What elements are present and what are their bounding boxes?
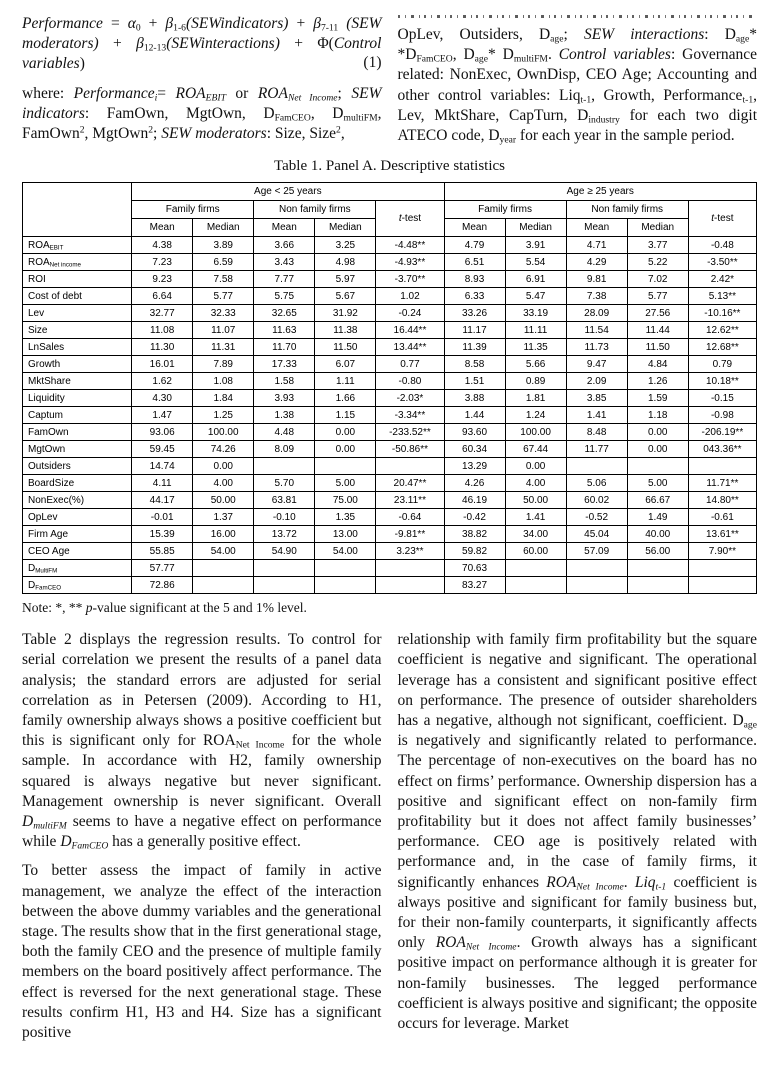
table-cell: 6.07 xyxy=(315,356,376,373)
table-cell: 17.33 xyxy=(254,356,315,373)
table-cell: 5.54 xyxy=(505,254,566,271)
table-cell: 11.70 xyxy=(254,339,315,356)
table-cell: 5.06 xyxy=(566,475,627,492)
table-cell: 1.66 xyxy=(315,390,376,407)
table-cell: 1.84 xyxy=(193,390,254,407)
table-cell: 4.26 xyxy=(444,475,505,492)
non-family-firms-header: Non family firms xyxy=(566,201,688,219)
table-cell: 54.90 xyxy=(254,543,315,560)
table-cell: -50.86** xyxy=(376,441,444,458)
table-cell: 55.85 xyxy=(132,543,193,560)
row-label: $D_{FamCEO}$ xyxy=(23,577,132,594)
table-cell: 4.98 xyxy=(315,254,376,271)
row-label: OpLev xyxy=(23,509,132,526)
equation-text: Performance = $\alpha_0$ + $\beta_{1-6}(SEWindicators) + \beta_{7-11}$ (SEW moderators) + $\beta_{12-13}(SEWinteractions)$ + Φ(Control variables) xyxy=(22,15,382,73)
table-cell: 11.50 xyxy=(627,339,688,356)
table-row xyxy=(23,237,757,254)
table-cell: 11.44 xyxy=(627,322,688,339)
table-cell: -0.24 xyxy=(376,305,444,322)
table-cell: 1.41 xyxy=(566,407,627,424)
table-cell: 13.61** xyxy=(688,526,756,543)
row-label: Outsiders xyxy=(23,458,132,475)
table-cell xyxy=(254,458,315,475)
table-cell xyxy=(376,577,444,594)
row-label: Liquidity xyxy=(23,390,132,407)
t-test-header: t-test xyxy=(688,201,756,237)
table-cell: 13.29 xyxy=(444,458,505,475)
table-cell: 38.82 xyxy=(444,526,505,543)
table-cell: 40.00 xyxy=(627,526,688,543)
table-cell: 3.66 xyxy=(254,237,315,254)
table-cell: -0.01 xyxy=(132,509,193,526)
table-cell xyxy=(566,458,627,475)
regression-results-paragraph: Table 2 displays the regression results. To control for serial correlation we present the results of a panel data analysis; the standard errors are adjusted for serial correlation as in Petersen (2009). According to H1, family ownership always shows a positive coefficient but this is significant only for $ROA_{Net Income}$ for the whole sample. In accordance with H2, family ownership squared is always negative but never significant. Management ownership is never significant. Overall $D_{multiFM}$ seems to have a negative effect on performance while $D_{FamCEO}$ has a generally positive effect. xyxy=(22,631,382,852)
table-cell xyxy=(193,560,254,577)
table-cell: 31.92 xyxy=(315,305,376,322)
table-cell: 3.77 xyxy=(627,237,688,254)
table-cell: 4.11 xyxy=(132,475,193,492)
table-cell: 23.11** xyxy=(376,492,444,509)
table-row xyxy=(23,424,757,441)
intro-right-column xyxy=(398,14,758,155)
mean-header: Mean xyxy=(254,219,315,237)
table-cell: 4.71 xyxy=(566,237,627,254)
table-cell xyxy=(315,560,376,577)
table-cell: 9.23 xyxy=(132,271,193,288)
table-cell: 13.00 xyxy=(315,526,376,543)
table-cell: 1.15 xyxy=(315,407,376,424)
row-label: Lev xyxy=(23,305,132,322)
table-cell: -3.70** xyxy=(376,271,444,288)
table-cell xyxy=(315,577,376,594)
table-cell: 5.47 xyxy=(505,288,566,305)
table-row xyxy=(23,356,757,373)
table-cell: 6.51 xyxy=(444,254,505,271)
table-cell: 100.00 xyxy=(505,424,566,441)
table-cell: 0.00 xyxy=(315,441,376,458)
table-cell: 57.77 xyxy=(132,560,193,577)
intro-right-paragraph: OpLev, Outsiders, $D_{age}$; SEW interactions: $D_{age}*$ $*D_{FamCEO}$, $D_{age}*$ $D_{multiFM}$. Control variables: Governance related: NonExec, OwnDisp, CEO Age; Accounting and other control variables: Liq$_{t-1}$, Growth, Performance$_{t-1}$, Lev, MktShare, CapTurn, $D_{industry}$ for each two digit ATECO code, $D_{year}$ for each year in the sample period. xyxy=(397,26,757,146)
row-label: BoardSize xyxy=(23,475,132,492)
table-cell: 1.35 xyxy=(315,509,376,526)
table-cell: 54.00 xyxy=(315,543,376,560)
table-row xyxy=(23,373,757,390)
table-cell: 0.00 xyxy=(627,424,688,441)
table-cell xyxy=(193,577,254,594)
table-cell: 5.97 xyxy=(315,271,376,288)
table-cell xyxy=(315,458,376,475)
table-cell: 32.33 xyxy=(193,305,254,322)
family-firms-header: Family firms xyxy=(444,201,566,219)
table-cell: 1.47 xyxy=(132,407,193,424)
clipped-text-fragment xyxy=(398,15,758,18)
table-cell: -0.48 xyxy=(688,237,756,254)
table-cell: 11.31 xyxy=(193,339,254,356)
table-cell: 4.48 xyxy=(254,424,315,441)
table-cell xyxy=(688,458,756,475)
descriptive-statistics-table xyxy=(22,182,757,594)
row-label: NonExec(%) xyxy=(23,492,132,509)
table-cell: 3.23** xyxy=(376,543,444,560)
table-cell: 0.79 xyxy=(688,356,756,373)
table-cell: 4.38 xyxy=(132,237,193,254)
table-cell: 5.70 xyxy=(254,475,315,492)
non-family-firms-header: Non family firms xyxy=(254,201,376,219)
table-cell: 93.60 xyxy=(444,424,505,441)
t-test-header: t-test xyxy=(376,201,444,237)
table-cell: 9.81 xyxy=(566,271,627,288)
table-cell xyxy=(627,577,688,594)
table-cell: 3.88 xyxy=(444,390,505,407)
row-label: $ROA_{EBIT}$ xyxy=(23,237,132,254)
table-row xyxy=(23,390,757,407)
row-label: Firm Age xyxy=(23,526,132,543)
table-cell: -0.61 xyxy=(688,509,756,526)
table-cell: 12.68** xyxy=(688,339,756,356)
table-row xyxy=(23,577,757,594)
table-cell: -0.64 xyxy=(376,509,444,526)
table-cell: 0.89 xyxy=(505,373,566,390)
table-cell xyxy=(566,577,627,594)
table-cell xyxy=(627,560,688,577)
table-row xyxy=(23,492,757,509)
table-cell: 74.26 xyxy=(193,441,254,458)
mean-header: Mean xyxy=(444,219,505,237)
table-cell: 1.25 xyxy=(193,407,254,424)
table-cell: 83.27 xyxy=(444,577,505,594)
table-cell: -4.48** xyxy=(376,237,444,254)
table-row xyxy=(23,560,757,577)
table-cell: 11.11 xyxy=(505,322,566,339)
table-cell: 34.00 xyxy=(505,526,566,543)
table-cell: 1.08 xyxy=(193,373,254,390)
table-cell: 3.43 xyxy=(254,254,315,271)
table-cell: 4.84 xyxy=(627,356,688,373)
table-cell: 8.93 xyxy=(444,271,505,288)
table-cell: 7.02 xyxy=(627,271,688,288)
table-cell: 14.80** xyxy=(688,492,756,509)
table-cell: -3.50** xyxy=(688,254,756,271)
table-cell: 6.33 xyxy=(444,288,505,305)
table-cell: 0.00 xyxy=(193,458,254,475)
row-label: LnSales xyxy=(23,339,132,356)
table-cell: 6.59 xyxy=(193,254,254,271)
table-cell: 0.00 xyxy=(315,424,376,441)
table-cell: 28.09 xyxy=(566,305,627,322)
table-cell: 50.00 xyxy=(505,492,566,509)
table-cell: 11.71** xyxy=(688,475,756,492)
table-cell: 7.23 xyxy=(132,254,193,271)
table-cell: 5.00 xyxy=(627,475,688,492)
table-cell: 11.30 xyxy=(132,339,193,356)
table-cell: 1.24 xyxy=(505,407,566,424)
table-cell: 59.45 xyxy=(132,441,193,458)
results-continuation-paragraph: relationship with family firm profitability but the square coefficient is negative and significant. The operational leverage has a consistent and significant positive effect on performance. The presence of outsider shareholders has a negative, although not significant, coefficient. $D_{age}$ is negatively and significantly related to performance. The percentage of non-executives on the board has no effect on firms’ performance. Ownership dispersion has a positive and significant effect on non-family firm profitability but it does not affect family businesses’ performance. CEO age is positively related with performance and, in the case of family firms, it significantly enhances $ROA_{Net Income}$. Liq$_{t-1}$ coefficient is always positive and significant for family business but, for their non-family counterparts, it significantly affects only $ROA_{Net Income}$. Growth always has a significant positive impact on performance although it is greater for non-family businesses. The legged performance coefficient is always positive and significant; the opposite occurs for leverage. Market xyxy=(397,631,757,1033)
table-row xyxy=(23,458,757,475)
row-label: MgtOwn xyxy=(23,441,132,458)
table-cell: 63.81 xyxy=(254,492,315,509)
table-cell: 1.02 xyxy=(376,288,444,305)
table-cell: 5.77 xyxy=(193,288,254,305)
family-impact-paragraph: To better assess the impact of family in active management, we analyze the effect of the interaction between the above dummy variables and the generational stage. The results show that in the first generational stage, both the family CEO and the presence of multiple family members on the board positively affect performance. The effect is reversed for the next generational stage. These results confirm H1, H3 and H4. Size has a significant positive xyxy=(22,862,382,1042)
table-cell: 5.13** xyxy=(688,288,756,305)
median-header: Median xyxy=(193,219,254,237)
table-cell xyxy=(254,560,315,577)
table-cell: 1.81 xyxy=(505,390,566,407)
table-cell: 50.00 xyxy=(193,492,254,509)
table-cell: 3.89 xyxy=(193,237,254,254)
table-cell: 11.54 xyxy=(566,322,627,339)
table-cell: 1.26 xyxy=(627,373,688,390)
table-cell: -9.81** xyxy=(376,526,444,543)
table-cell: 11.50 xyxy=(315,339,376,356)
table-cell: 5.67 xyxy=(315,288,376,305)
table-cell: -10.16** xyxy=(688,305,756,322)
row-label: $D_{MultiFM}$ xyxy=(23,560,132,577)
table-cell: 1.59 xyxy=(627,390,688,407)
table-cell: -0.98 xyxy=(688,407,756,424)
table-cell: 2.09 xyxy=(566,373,627,390)
age-lt-25-header: Age < 25 years xyxy=(132,183,444,201)
table-cell: 11.35 xyxy=(505,339,566,356)
table-cell: 16.44** xyxy=(376,322,444,339)
table-cell: 2.42* xyxy=(688,271,756,288)
table-row xyxy=(23,305,757,322)
mean-header: Mean xyxy=(132,219,193,237)
table-cell: 33.19 xyxy=(505,305,566,322)
table-cell: 5.22 xyxy=(627,254,688,271)
table-cell: 13.72 xyxy=(254,526,315,543)
table-cell: 8.58 xyxy=(444,356,505,373)
table-cell: 4.30 xyxy=(132,390,193,407)
table-cell: 3.85 xyxy=(566,390,627,407)
table-cell: 9.47 xyxy=(566,356,627,373)
table-cell: 5.66 xyxy=(505,356,566,373)
table-cell xyxy=(688,560,756,577)
table-cell: -206.19** xyxy=(688,424,756,441)
table-cell: 15.39 xyxy=(132,526,193,543)
table-cell: -2.03* xyxy=(376,390,444,407)
table-cell: 6.64 xyxy=(132,288,193,305)
family-firms-header: Family firms xyxy=(132,201,254,219)
table-cell: 11.38 xyxy=(315,322,376,339)
table-cell xyxy=(505,560,566,577)
table-note: Note: *, ** p-value significant at the 5 and 1% level. xyxy=(22,600,307,616)
table-cell: 11.08 xyxy=(132,322,193,339)
table-cell: 4.29 xyxy=(566,254,627,271)
table-cell: 5.75 xyxy=(254,288,315,305)
median-header: Median xyxy=(315,219,376,237)
table-body xyxy=(23,237,757,594)
row-label: $ROA_{Net income}$ xyxy=(23,254,132,271)
table-cell: 13.44** xyxy=(376,339,444,356)
table-cell: 3.91 xyxy=(505,237,566,254)
table-cell: 11.17 xyxy=(444,322,505,339)
table-row xyxy=(23,288,757,305)
table-cell: 66.67 xyxy=(627,492,688,509)
table-cell: 0.77 xyxy=(376,356,444,373)
table-cell: 46.19 xyxy=(444,492,505,509)
corner-cell xyxy=(23,183,132,237)
table-cell: 7.58 xyxy=(193,271,254,288)
table-row xyxy=(23,407,757,424)
table-cell: 8.09 xyxy=(254,441,315,458)
table-cell: 11.63 xyxy=(254,322,315,339)
table-cell: 32.77 xyxy=(132,305,193,322)
table-cell: 11.07 xyxy=(193,322,254,339)
table-cell: 1.37 xyxy=(193,509,254,526)
table-row xyxy=(23,475,757,492)
table-cell: 93.06 xyxy=(132,424,193,441)
row-label: Size xyxy=(23,322,132,339)
body-left-column xyxy=(22,630,382,1052)
table-cell: 100.00 xyxy=(193,424,254,441)
table-cell: 0.00 xyxy=(627,441,688,458)
body-section xyxy=(22,630,757,1052)
table-cell: 1.41 xyxy=(505,509,566,526)
table-cell: 11.77 xyxy=(566,441,627,458)
table-cell: 4.79 xyxy=(444,237,505,254)
table-cell: -0.42 xyxy=(444,509,505,526)
table-cell: 32.65 xyxy=(254,305,315,322)
table-cell: 1.62 xyxy=(132,373,193,390)
table-header-row-groups xyxy=(23,183,757,201)
table-cell: -0.15 xyxy=(688,390,756,407)
table-cell: -0.10 xyxy=(254,509,315,526)
median-header: Median xyxy=(505,219,566,237)
table-header-row-subgroups xyxy=(23,201,757,219)
table-cell: 1.51 xyxy=(444,373,505,390)
table-cell xyxy=(505,577,566,594)
table-cell: 043.36** xyxy=(688,441,756,458)
table-cell: 70.63 xyxy=(444,560,505,577)
table-cell: 67.44 xyxy=(505,441,566,458)
table-cell: 3.93 xyxy=(254,390,315,407)
table-cell: -4.93** xyxy=(376,254,444,271)
table-cell: 8.48 xyxy=(566,424,627,441)
table-cell: 1.44 xyxy=(444,407,505,424)
table-cell: 7.90** xyxy=(688,543,756,560)
table-cell: -233.52** xyxy=(376,424,444,441)
table-row xyxy=(23,271,757,288)
equation-number: (1) xyxy=(363,54,382,72)
table-cell xyxy=(376,560,444,577)
table-cell: 1.49 xyxy=(627,509,688,526)
table-cell: 20.47** xyxy=(376,475,444,492)
table-cell: 54.00 xyxy=(193,543,254,560)
median-header: Median xyxy=(627,219,688,237)
row-label: FamOwn xyxy=(23,424,132,441)
table-cell: 57.09 xyxy=(566,543,627,560)
table-cell: 5.77 xyxy=(627,288,688,305)
table-cell: 45.04 xyxy=(566,526,627,543)
table-cell: 7.89 xyxy=(193,356,254,373)
row-label: Cost of debt xyxy=(23,288,132,305)
table-cell: 14.74 xyxy=(132,458,193,475)
table-row xyxy=(23,254,757,271)
table-cell: 10.18** xyxy=(688,373,756,390)
row-label: CEO Age xyxy=(23,543,132,560)
table-cell: 4.00 xyxy=(193,475,254,492)
table-cell: 7.38 xyxy=(566,288,627,305)
body-right-column xyxy=(398,630,758,1052)
table-cell: 5.00 xyxy=(315,475,376,492)
intro-left-column xyxy=(22,14,382,155)
table-cell xyxy=(254,577,315,594)
table-cell: 44.17 xyxy=(132,492,193,509)
table-cell: 1.11 xyxy=(315,373,376,390)
table-cell: 7.77 xyxy=(254,271,315,288)
table-cell: 75.00 xyxy=(315,492,376,509)
table-row xyxy=(23,509,757,526)
row-label: MktShare xyxy=(23,373,132,390)
mean-header: Mean xyxy=(566,219,627,237)
equation-block xyxy=(22,14,382,75)
table-cell: 60.34 xyxy=(444,441,505,458)
table-cell xyxy=(376,458,444,475)
table-cell: 59.82 xyxy=(444,543,505,560)
age-ge-25-header: Age ≥ 25 years xyxy=(444,183,757,201)
table-cell: 1.18 xyxy=(627,407,688,424)
row-label: Captum xyxy=(23,407,132,424)
row-label: Growth xyxy=(23,356,132,373)
table-cell: 11.73 xyxy=(566,339,627,356)
table-cell: 16.01 xyxy=(132,356,193,373)
table-cell: 56.00 xyxy=(627,543,688,560)
table-cell: 60.00 xyxy=(505,543,566,560)
table-row xyxy=(23,441,757,458)
table-cell: -0.80 xyxy=(376,373,444,390)
table-cell: 4.00 xyxy=(505,475,566,492)
table-cell: -0.52 xyxy=(566,509,627,526)
table-cell: 3.25 xyxy=(315,237,376,254)
table-cell: 1.58 xyxy=(254,373,315,390)
table-row xyxy=(23,543,757,560)
table-cell: 6.91 xyxy=(505,271,566,288)
table-cell: 16.00 xyxy=(193,526,254,543)
table-cell: 0.00 xyxy=(505,458,566,475)
table-cell: 60.02 xyxy=(566,492,627,509)
table-cell: 72.86 xyxy=(132,577,193,594)
table-cell xyxy=(627,458,688,475)
table-cell: 33.26 xyxy=(444,305,505,322)
table-cell: 1.38 xyxy=(254,407,315,424)
table-cell: 11.39 xyxy=(444,339,505,356)
table-cell: 27.56 xyxy=(627,305,688,322)
table-cell: 12.62** xyxy=(688,322,756,339)
table-cell xyxy=(566,560,627,577)
table-cell: -3.34** xyxy=(376,407,444,424)
table-title: Table 1. Panel A. Descriptive statistics xyxy=(274,158,505,175)
intro-section xyxy=(22,14,757,155)
table-row xyxy=(23,526,757,543)
table-cell xyxy=(688,577,756,594)
table-row xyxy=(23,339,757,356)
table-row xyxy=(23,322,757,339)
row-label: ROI xyxy=(23,271,132,288)
where-paragraph: where: Performance$_i$= $ROA_{EBIT}$ or $ROA_{Net Income}$; SEW indicators: FamOwn, MgtOwn, $D_{FamCEO}$, $D_{multiFM}$, FamOwn$^2$, MgtOwn$^2$; SEW moderators: Size, Size$^2$, xyxy=(22,84,382,143)
